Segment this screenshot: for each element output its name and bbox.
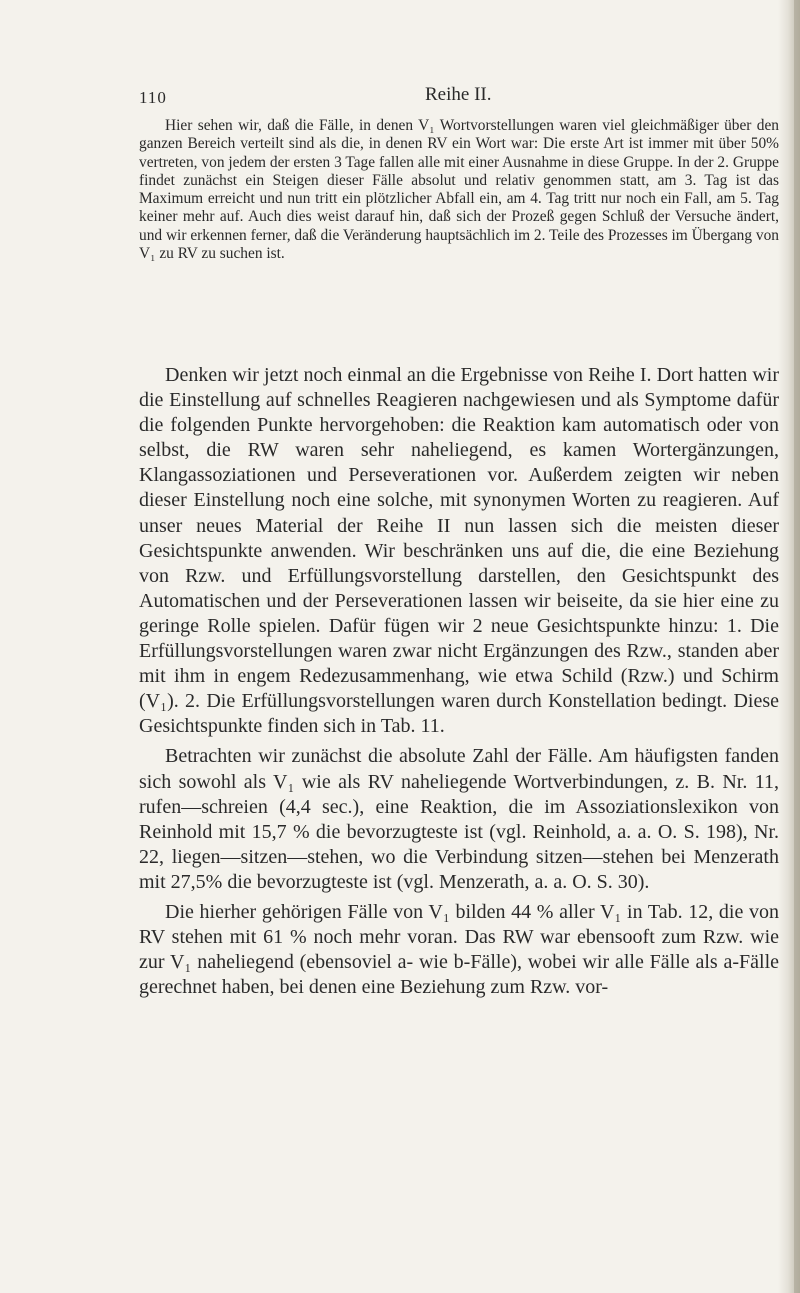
running-head: Reihe II. (425, 84, 492, 105)
main-text-section (139, 363, 779, 1000)
page-header (139, 84, 779, 112)
paragraph-3: Betrachten wir zunächst die absolute Zahl der Fälle. Am häufigsten fanden sich sowohl als V₁ wie als RV naheliegende Wortverbindungen, z. B. Nr. 11, rufen—schreien (4,4 sec.), eine Reaktion, die im Assoziationslexikon von Reinhold mit 15,7 % die bevorzugteste ist (vgl. Reinhold, a. a. O. S. 198), Nr. 22, liegen—sitzen—stehen, wo die Verbindung sitzen—stehen bei Menzerath mit 27,5% die bevorzugteste ist (vgl. Menzerath, a. a. O. S. 30). (139, 745, 779, 893)
page-binding-edge (794, 0, 800, 1293)
paragraph-4: Die hierher gehörigen Fälle von V₁ bilden 44 % aller V₁ in Tab. 12, die von RV stehen mit 61 % noch mehr voran. Das RW war ebensooft zum Rzw. wie zur V₁ naheliegend (ebensoviel a- wie b-Fälle), wobei wir alle Fälle als a-Fälle gerechnet haben, bei denen eine Beziehung zum Rzw. vor- (139, 900, 779, 999)
page-number: 110 (139, 88, 167, 107)
paragraph-2: Denken wir jetzt noch einmal an die Ergebnisse von Reihe I. Dort hatten wir die Einstellung auf schnelles Reagieren nachgewiesen und als Symptome dafür die folgenden Punkte hervorgehoben: die Reaktion kam automatisch oder von selbst, die RW waren sehr naheliegend, es kamen Wortergänzungen, Klangassoziationen und Perseverationen vor. Außerdem zeigten wir neben dieser Einstellung noch eine solche, mit synonymen Worten zu reagieren. Auf unser neues Material der Reihe II nun lassen sich die meisten dieser Gesichtspunkte anwenden. Wir beschränken uns auf die, die eine Beziehung von Rzw. und Erfüllungsvorstellung darstellen, den Gesichtspunkt des Automatischen und der Perseverationen lassen wir beiseite, da sie hier eine zu geringe Rolle spielen. Dafür fügen wir 2 neue Gesichtspunkte hinzu: 1. Die Erfüllungsvorstellungen waren zwar nicht Ergänzungen des Rzw., standen aber mit ihm in engem Redezusammenhang, wie etwa Schild (Rzw.) und Schirm (V₁). 2. Die Erfüllungsvorstellungen waren durch Konstellation bedingt. Diese Gesichtspunkte finden sich in Tab. 11. (139, 364, 779, 738)
small-print-section (139, 117, 779, 263)
paragraph-1: Hier sehen wir, daß die Fälle, in denen V₁ Wortvorstellungen waren viel gleichmäßiger über den ganzen Bereich verteilt sind als die, in denen RV ein Wort war: Die erste Art ist immer mit über 50% vertreten, von jedem der ersten 3 Tage fallen alle mit einer Ausnahme in diese Gruppe. In der 2. Gruppe findet zunächst ein Steigen dieser Fälle absolut und relativ genommen statt, am 3. Tag ist das Maximum erreicht und nun tritt ein plötzlicher Abfall ein, am 4. Tag tritt nur noch ein Fall, am 5. Tag keiner mehr auf. Auch dies weist darauf hin, daß sich der Prozeß gegen Schluß der Versuche ändert, und wir erkennen ferner, daß die Veränderung hauptsächlich im 2. Teile des Prozesses im Übergang von V₁ zu RV zu suchen ist. (139, 117, 779, 263)
